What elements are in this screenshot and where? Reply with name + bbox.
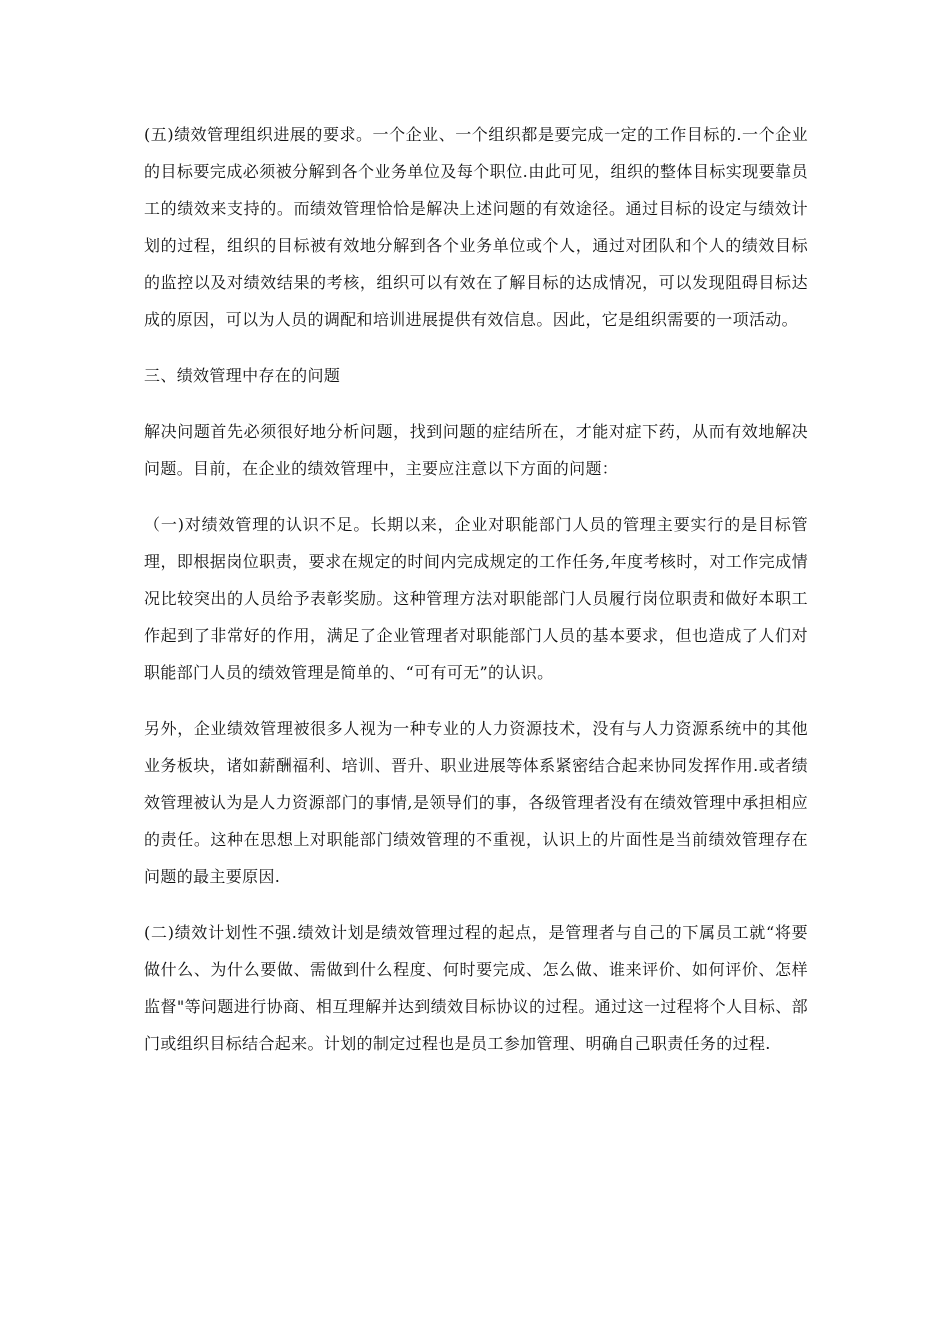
paragraph-insufficient-understanding: （一)对绩效管理的认识不足。长期以来，企业对职能部门人员的管理主要实行的是目标管理，即根据岗位职责，要求在规定的时间内完成规定的工作任务,年度考核时，对工作完成情况比较突出的人员给予表彰奖励。这种管理方法对职能部门人员履行岗位职责和做好本职工作起到了非常好的作用，满足了企业管理者对职能部门人员的基本要求，但也造成了人们对职能部门人员的绩效管理是简单的、“可有可无”的认识。 — [144, 515, 808, 682]
paragraph-weak-planning: (二)绩效计划性不强.绩效计划是绩效管理过程的起点，是管理者与自己的下属员工就“将要做什么、为什么要做、需做到什么程度、何时要完成、怎么做、谁来评价、如何评价、怎样监督"等问题进行协商、相互理解并达到绩效目标协议的过程。通过这一过程将个人目标、部门或组织目标结合起来。计划的制定过程也是员工参加管理、明确自己职责任务的过程. — [144, 923, 808, 1053]
paragraph-hr-technique: 另外，企业绩效管理被很多人视为一种专业的人力资源技术，没有与人力资源系统中的其他业务板块，诸如薪酬福利、培训、晋升、职业进展等体系紧密结合起来协同发挥作用.或者绩效管理被认为是人力资源部门的事情,是领导们的事，各级管理者没有在绩效管理中承担相应的责任。这种在思想上对职能部门绩效管理的不重视，认识上的片面性是当前绩效管理存在问题的最主要原因. — [144, 719, 808, 886]
paragraph-goal-requirement: (五)绩效管理组织进展的要求。一个企业、一个组织都是要完成一定的工作目标的.一个企业的目标要完成必须被分解到各个业务单位及每个职位.由此可见，组织的整体目标实现要靠员工的绩效来支持的。而绩效管理恰恰是解决上述问题的有效途径。通过目标的设定与绩效计划的过程，组织的目标被有效地分解到各个业务单位或个人，通过对团队和个人的绩效目标的监控以及对绩效结果的考核，组织可以有效在了解目标的达成情况，可以发现阻碍目标达成的原因，可以为人员的调配和培训进展提供有效信息。因此，它是组织需要的一项活动。 — [144, 125, 808, 329]
document-body — [144, 116, 808, 1081]
paragraph-problem-intro: 解决问题首先必须很好地分析问题，找到问题的症结所在，才能对症下药，从而有效地解决问题。目前，在企业的绩效管理中，主要应注意以下方面的问题： — [144, 422, 808, 478]
section-heading-problems: 三、绩效管理中存在的问题 — [144, 366, 341, 385]
